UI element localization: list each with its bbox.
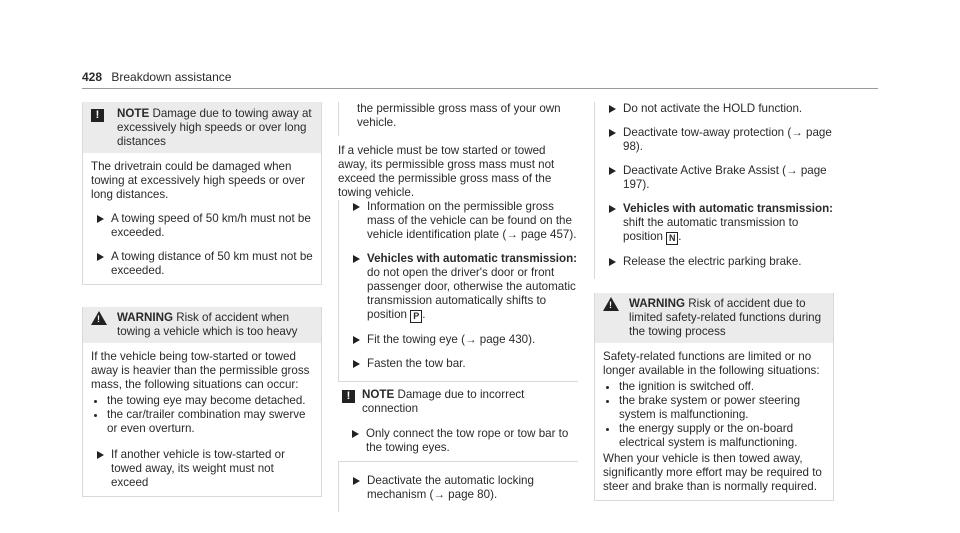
step: Vehicles with automatic transmission: do not open the driver's door or front passenger door, otherwise the automatic transmission automatically shifts to position P . [339, 252, 578, 323]
column-2 [338, 102, 578, 512]
step-arrow-icon [353, 360, 360, 368]
continued-text: the permissible gross mass of your own vehicle. [357, 102, 561, 129]
note-step: A towing distance of 50 km must not be exceeded. [91, 250, 313, 278]
notice-icon: ! [91, 109, 104, 122]
section-title: Breakdown assistance [111, 70, 232, 84]
note-body: The drivetrain could be damaged when towing at excessively high speeds or over long distances. [91, 160, 305, 201]
step-arrow-icon [609, 167, 616, 175]
step: Release the electric parking brake. [595, 255, 834, 269]
step: Fasten the tow bar. [339, 357, 578, 371]
step-arrow-icon [97, 253, 104, 261]
paragraph: If a vehicle must be tow started or towed away, its permissible gross mass must not exceed the permissible gross mass of the towing vehicle. [338, 144, 555, 199]
step: Deactivate the automatic locking mechanism (→ page 80). [339, 474, 578, 502]
warning-icon: ! [91, 311, 107, 325]
step-arrow-icon [97, 215, 104, 223]
page-number: 428 [82, 70, 103, 84]
header-rule [82, 88, 878, 89]
step: Fit the towing eye (→ page 430). [339, 333, 578, 347]
step-arrow-icon [609, 205, 616, 213]
step-arrow-icon [353, 477, 360, 485]
column-1 [82, 102, 322, 497]
note-box [338, 381, 578, 462]
warning-title: Risk of accident when towing a vehicle which is too heavy [117, 311, 298, 338]
step: Do not activate the HOLD function. [595, 102, 834, 116]
gear-n-icon: N [666, 232, 678, 245]
warning-box [594, 293, 834, 501]
warning-end: When your vehicle is then towed away, significantly more effort may be required to steer and brake than is normally required. [603, 452, 822, 493]
step-arrow-icon [352, 430, 359, 438]
note-title: Damage due to towing away at excessively high speeds or over long distances [117, 107, 312, 148]
warning-body: Safety-related functions are limited or no longer available in the following situations: [603, 350, 820, 377]
step: Information on the permissible gross mass of the vehicle can be found on the vehicle identification plate (→ page 457). [339, 200, 578, 242]
column-3 [594, 102, 834, 501]
warning-icon: ! [603, 297, 619, 311]
step-arrow-icon [97, 451, 104, 459]
note-box [82, 102, 322, 285]
note-step: Only connect the tow rope or tow bar to the towing eyes. [346, 427, 570, 455]
warning-label: WARNING [117, 311, 174, 324]
step-arrow-icon [609, 105, 616, 113]
step-arrow-icon [353, 255, 360, 263]
note-label: NOTE [117, 107, 150, 120]
page-header [82, 70, 231, 84]
warning-step: If another vehicle is tow-started or towed away, its weight must not exceed [91, 448, 313, 490]
note-title: Damage due to incorrect connection [362, 388, 525, 415]
notice-icon: ! [342, 390, 355, 403]
note-label: NOTE [362, 388, 395, 401]
warning-label: WARNING [629, 297, 686, 310]
list-item: • the towing eye may become detached. [107, 394, 313, 408]
step: Deactivate tow-away protection (→ page 98). [595, 126, 834, 154]
list-item: • the energy supply or the on-board electrical system is malfunctioning. [619, 422, 825, 450]
note-step: A towing speed of 50 km/h must not be exceeded. [91, 212, 313, 240]
gear-p-icon: P [410, 310, 422, 323]
warning-title: Risk of accident due to limited safety-related functions during the towing process [629, 297, 822, 338]
step-arrow-icon [609, 129, 616, 137]
step-arrow-icon [353, 203, 360, 211]
step: Deactivate Active Brake Assist (→ page 197). [595, 164, 834, 192]
step-arrow-icon [353, 336, 360, 344]
list-item: • the car/trailer combination may swerve or even overturn. [107, 408, 313, 436]
step-arrow-icon [609, 258, 616, 266]
list-item: • the brake system or power steering system is malfunctioning. [619, 394, 825, 422]
list-item: • the ignition is switched off. [619, 380, 825, 394]
warning-box [82, 307, 322, 497]
step: Vehicles with automatic transmission: shift the automatic transmission to position N . [595, 202, 834, 245]
warning-body: If the vehicle being tow-started or towed away is heavier than the permissible gross mass, the following situations can occur: [91, 350, 310, 391]
